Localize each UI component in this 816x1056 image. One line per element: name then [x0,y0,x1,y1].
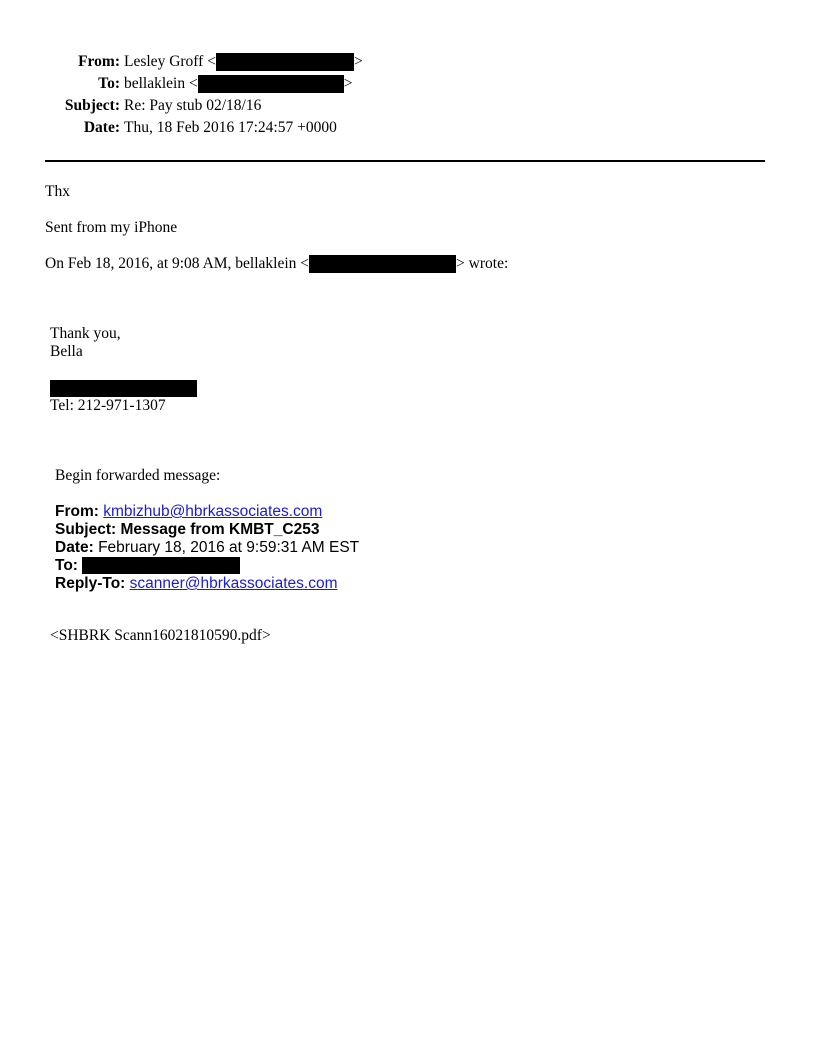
quote-intro [45,255,508,273]
fwd-from-email-link[interactable]: kmbizhub@hbrkassociates.com [103,503,323,520]
from-value: Lesley Groff < [124,53,216,70]
fwd-subject-row [55,521,319,539]
from-value-close: > [353,53,363,70]
redaction-box [50,380,197,397]
redaction-box [309,255,456,273]
redaction-box [216,53,354,71]
from-label: From: [78,53,120,70]
fwd-subject-label: Subject: [55,521,117,538]
date-label: Date: [83,119,120,136]
fwd-replyto-row [55,575,338,593]
reply-text: Thx [45,183,70,200]
subject-label: Subject: [64,97,120,114]
header-date-row [0,119,337,137]
fwd-to-label: To: [55,557,78,574]
quote-intro-text: On Feb 18, 2016, at 9:08 AM, bellaklein < [45,255,310,272]
to-label: To: [98,75,120,92]
header-to-row [0,75,352,93]
forward-intro: Begin forwarded message: [55,467,221,484]
redaction-box [198,75,344,93]
fwd-date-label: Date: [55,539,94,556]
sender-name: Bella [50,343,83,360]
redaction-box [82,557,240,574]
subject-value: Re: Pay stub 02/18/16 [124,97,262,114]
to-value: bellaklein < [124,75,198,92]
redacted-signature-line [50,379,197,397]
fwd-from-row [55,503,322,521]
thanks-line: Thank you, [50,325,121,342]
fwd-from-label: From: [55,503,99,520]
header-subject-row [0,97,261,115]
to-value-close: > [343,75,353,92]
tel-line: Tel: 212-971-1307 [50,397,166,414]
signature: Sent from my iPhone [45,219,178,236]
header-from-row [0,53,363,71]
attachment-name: <SHBRK Scann16021810590.pdf> [50,627,271,644]
date-value: Thu, 18 Feb 2016 17:24:57 +0000 [124,119,337,136]
fwd-to-row [55,557,240,575]
fwd-replyto-email-link[interactable]: scanner@hbrkassociates.com [129,575,338,592]
quote-intro-wrote: > wrote: [456,255,509,272]
fwd-subject-value: Message from KMBT_C253 [120,521,320,538]
fwd-date-value: February 18, 2016 at 9:59:31 AM EST [98,539,360,556]
fwd-date-row [55,539,359,557]
header-divider [45,160,765,162]
fwd-replyto-label: Reply-To: [55,575,126,592]
